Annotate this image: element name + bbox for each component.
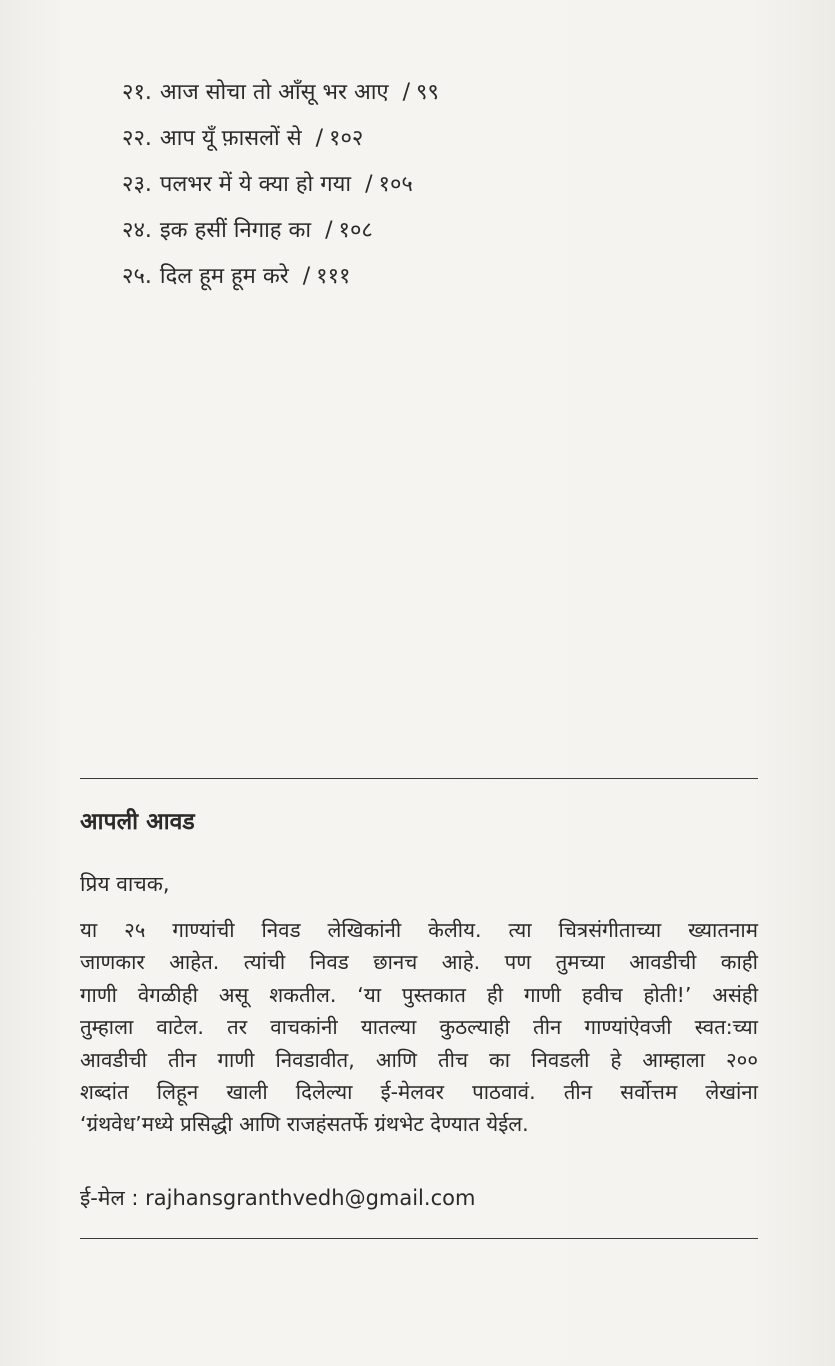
body-line: आवडीची तीन गाणी निवडावीत, आणि तीच का निवडली हे आम्हाला २०० <box>80 1047 758 1072</box>
body-line: गाणी वेगळीही असू शकतील. ‘या पुस्तकात ही गाणी हवीच होती!’ असंही <box>80 982 758 1007</box>
body-line: ‘ग्रंथवेध’मध्ये प्रसिद्धी आणि राजहंसतर्फे ग्रंथभेट देण्यात येईल. <box>80 1112 529 1137</box>
email-address[interactable]: rajhansgranthvedh@gmail.com <box>145 1186 476 1210</box>
toc-entry <box>122 162 722 208</box>
toc-number: २३. <box>122 172 152 197</box>
toc-number: २५. <box>122 264 152 289</box>
toc-title: पलभर में ये क्या हो गया <box>159 172 352 197</box>
toc-entry <box>122 70 722 116</box>
toc-title: आज सोचा तो आँसू भर आए <box>159 80 389 105</box>
body-line: जाणकार आहेत. त्यांची निवड छानच आहे. पण तुमच्या आवडीची काही <box>80 950 758 975</box>
toc-separator: / <box>315 126 324 151</box>
toc-entry <box>122 254 722 300</box>
toc-page: ९९ <box>416 80 439 105</box>
body-paragraph <box>80 914 758 1141</box>
toc-separator: / <box>402 80 411 105</box>
toc-page: १११ <box>316 264 351 289</box>
toc-title: इक हसीं निगाह का <box>159 218 312 243</box>
body-line: तुम्हाला वाटेल. तर वाचकांनी यातल्या कुठल्याही तीन गाण्यांऐवजी स्वत:च्या <box>80 1015 758 1040</box>
email-label: ई-मेल : <box>80 1186 139 1210</box>
email-row <box>80 1182 475 1214</box>
toc-entry <box>122 116 722 162</box>
toc-page: १०२ <box>329 126 364 151</box>
toc-number: २४. <box>122 218 152 243</box>
toc-entry <box>122 208 722 254</box>
toc-page: १०५ <box>378 172 413 197</box>
toc-title: दिल हूम हूम करे <box>159 264 289 289</box>
toc-page: १०८ <box>338 218 373 243</box>
salutation: प्रिय वाचक, <box>80 872 170 896</box>
toc-separator: / <box>365 172 373 197</box>
toc-number: २२. <box>122 126 152 151</box>
toc-number: २१. <box>122 80 152 105</box>
toc-separator: / <box>325 218 333 243</box>
section-divider-top <box>80 778 758 779</box>
body-line: शब्दांत लिहून खाली दिलेल्या ई-मेलवर पाठवावं. तीन सर्वोत्तम लेखांना <box>80 1079 758 1104</box>
toc-title: आप यूँ फ़ासलों से <box>159 126 302 151</box>
section-heading: आपली आवड <box>80 809 195 835</box>
table-of-contents <box>122 70 722 300</box>
toc-separator: / <box>302 264 311 289</box>
body-line: या २५ गाण्यांची निवड लेखिकांनी केलीय. त्या चित्रसंगीताच्या ख्यातनाम <box>80 918 758 942</box>
section-divider-bottom <box>80 1238 758 1239</box>
